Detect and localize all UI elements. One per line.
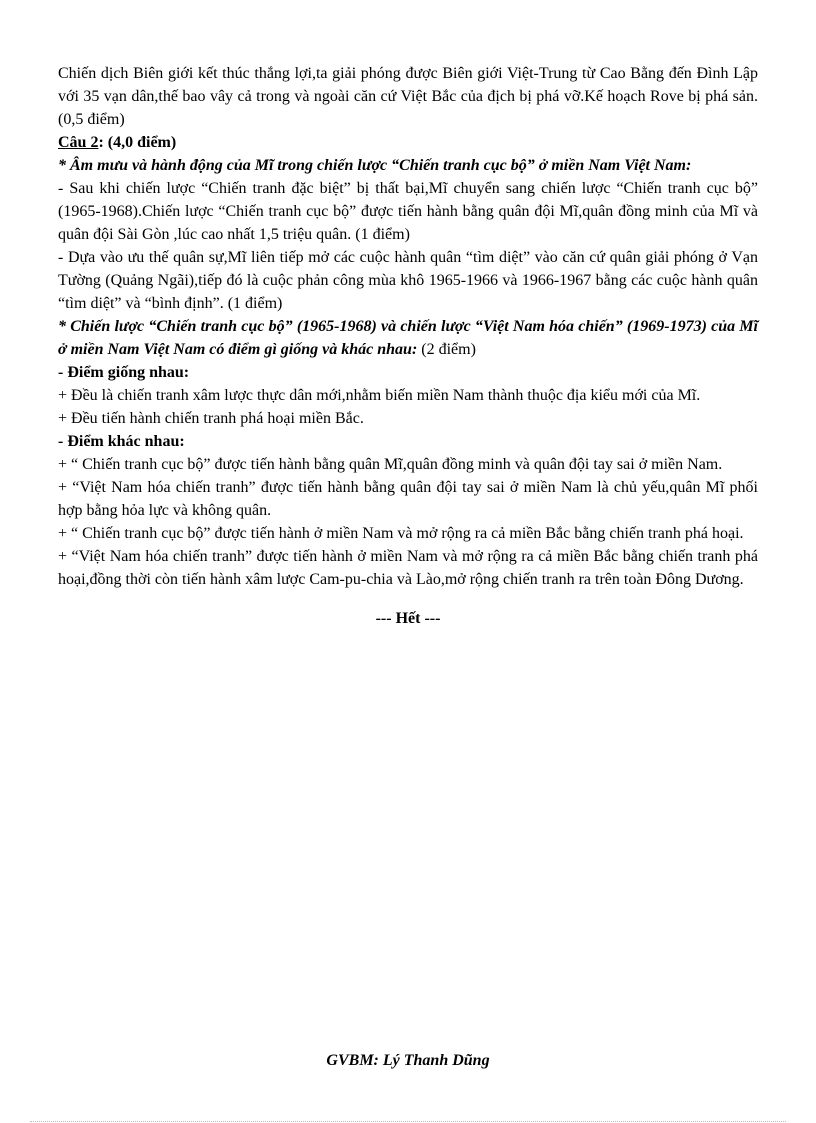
paragraph-giong-1: + Đều là chiến tranh xâm lược thực dân mới,nhằm biến miền Nam thành thuộc địa kiểu mới của Mĩ. (58, 387, 701, 404)
paragraph-giong-2: + Đều tiến hành chiến tranh phá hoại miền Bắc. (58, 410, 364, 427)
subheading-khac-nhau: - Điểm khác nhau: (58, 433, 185, 450)
paragraph-chuyen-chien-luoc: - Sau khi chiến lược “Chiến tranh đặc biệt” bị thất bại,Mĩ chuyển sang chiến lược “Chiến tranh cục bộ” (1965-1968).Chiến lược “Chiến tranh cục bộ” được tiến hành bằng quân đội Mĩ,quân đồng minh của Mĩ và quân đội Sài Gòn ,lúc cao nhất 1,5 triệu quân. (1 điểm) (58, 180, 758, 243)
section-heading-so-sanh-score: (2 điểm) (417, 341, 476, 358)
section-heading-so-sanh (58, 315, 758, 361)
document-body (58, 62, 758, 646)
question-2-score: : (4,0 điểm) (98, 134, 177, 151)
question-2-heading (58, 131, 758, 154)
paragraph-bien-gioi: Chiến dịch Biên giới kết thúc thắng lợi,ta giải phóng được Biên giới Việt-Trung từ Cao Bằng đến Đình Lập với 35 vạn dân,thế bao vây cả trong và ngoài căn cứ Việt Bắc của địch bị phá vỡ.Kế hoạch Rove bị phá sản. (0,5 điểm) (58, 65, 758, 128)
footer-teacher-name: GVBM: Lý Thanh Dũng (326, 1052, 490, 1069)
end-marker: --- Hết --- (375, 610, 441, 627)
question-2-label: Câu 2 (58, 134, 99, 151)
paragraph-khac-3: + “ Chiến tranh cục bộ” được tiến hành ở miền Nam và mở rộng ra cả miền Bắc bằng chiến tranh phá hoại. (58, 525, 744, 542)
paragraph-khac-1: + “ Chiến tranh cục bộ” được tiến hành bằng quân Mĩ,quân đồng minh và quân đội tay sai ở miền Nam. (58, 456, 723, 473)
paragraph-khac-4: + “Việt Nam hóa chiến tranh” được tiến hành ở miền Nam và mở rộng ra cả miền Bắc bằng chiến tranh phá hoại,đồng thời còn tiến hành xâm lược Cam-pu-chia và Lào,mở rộng chiến tranh ra trên toàn Đông Dương. (58, 548, 758, 588)
section-heading-so-sanh-text: * Chiến lược “Chiến tranh cục bộ” (1965-1968) và chiến lược “Việt Nam hóa chiến” (1969-1973) của Mĩ ở miền Nam Việt Nam có điểm gì giống và khác nhau: (58, 318, 758, 358)
paragraph-khac-2: + “Việt Nam hóa chiến tranh” được tiến hành bằng quân đội tay sai ở miền Nam là chủ yếu,quân Mĩ phối hợp bằng hỏa lực và không quân. (58, 479, 758, 519)
section-heading-am-muu: * Âm mưu và hành động của Mĩ trong chiến lược “Chiến tranh cục bộ” ở miền Nam Việt Nam: (58, 157, 692, 174)
subheading-giong-nhau: - Điểm giống nhau: (58, 364, 190, 381)
paragraph-tim-diet: - Dựa vào ưu thế quân sự,Mĩ liên tiếp mở các cuộc hành quân “tìm diệt” vào căn cứ quân giải phóng ở Vạn Tường (Quảng Ngãi),tiếp đó là cuộc phản công mùa khô 1965-1966 và 1966-1967 bằng các cuộc hành quân “tìm diệt” và “bình định”. (1 điểm) (58, 249, 758, 312)
page-bottom-divider (30, 1121, 786, 1122)
